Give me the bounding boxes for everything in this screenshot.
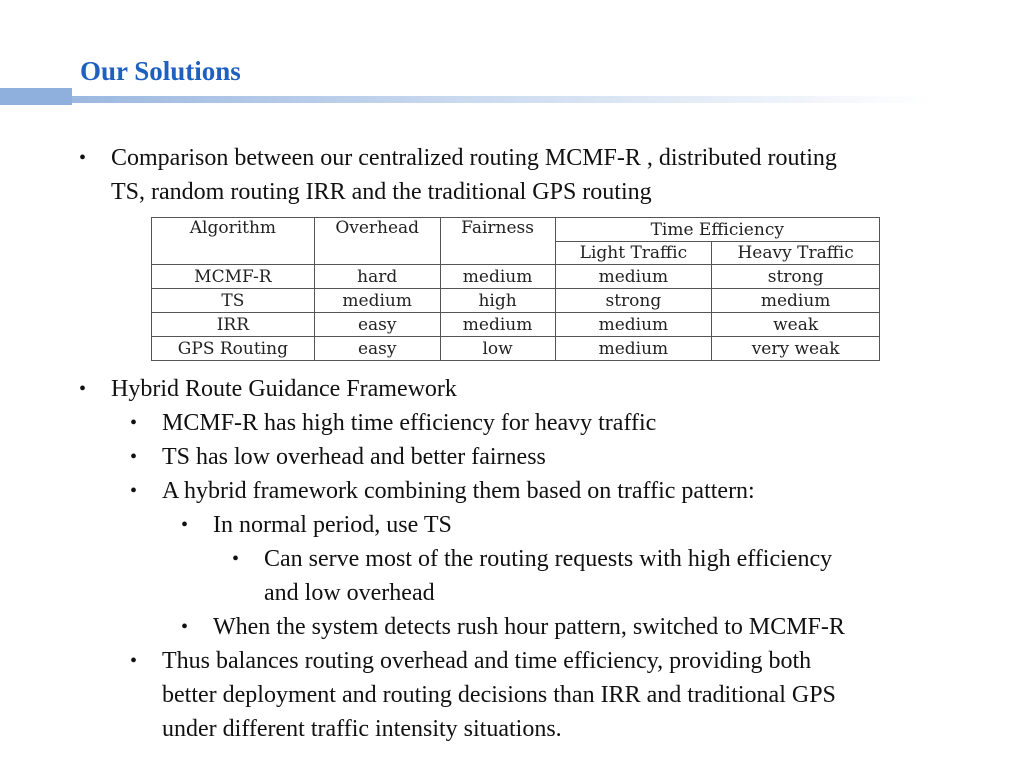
table-cell: MCMF-R (152, 265, 315, 289)
sub-bullet-text: Thus balances routing overhead and time efficiency, providing both (162, 648, 812, 674)
bullet-hybrid-framework (79, 372, 457, 406)
table-cell: medium (555, 265, 712, 289)
table-cell: medium (555, 337, 712, 361)
sub-bullet-text: under different traffic intensity situations. (162, 716, 562, 742)
table-row (152, 265, 880, 289)
sub-bullet-text: TS has low overhead and better fairness (162, 444, 546, 470)
table-cell: weak (712, 313, 880, 337)
bullet-dot-icon: • (130, 480, 138, 502)
sub-bullet-normal-period (181, 508, 452, 542)
table-cell: hard (314, 265, 440, 289)
comparison-table (151, 217, 880, 361)
sub-bullet-text: In normal period, use TS (213, 512, 452, 538)
sub-bullet-mcmf (130, 406, 657, 440)
table-row (152, 337, 880, 361)
sub-bullet-text: When the system detects rush hour pattern, switched to MCMF-R (213, 614, 845, 640)
table-cell: medium (555, 313, 712, 337)
table-cell: low (440, 337, 555, 361)
sub-bullet-ts (130, 440, 546, 474)
sub-bullet-hybrid (130, 474, 755, 508)
bullet-comparison-line2: TS, random routing IRR and the traditional GPS routing (111, 179, 652, 205)
table-cell: easy (314, 337, 440, 361)
bullet-dot-icon: • (130, 412, 138, 434)
sub-bullet-text: better deployment and routing decisions than IRR and traditional GPS (162, 682, 836, 708)
table-cell: easy (314, 313, 440, 337)
table-cell: high (440, 289, 555, 313)
table-cell: IRR (152, 313, 315, 337)
table-cell: strong (712, 265, 880, 289)
bullet-dot-icon: • (79, 378, 87, 400)
bullet-dot-icon: • (232, 548, 240, 570)
table-cell: strong (555, 289, 712, 313)
title-underline-gradient (72, 96, 932, 103)
table-cell: TS (152, 289, 315, 313)
table-cell: medium (440, 265, 555, 289)
title-accent-block (0, 88, 72, 105)
header-heavy-traffic: Heavy Traffic (712, 242, 880, 265)
bullet-comparison (79, 141, 837, 209)
sub-bullet-rush-hour (181, 610, 845, 644)
table-row (152, 289, 880, 313)
table-cell: medium (314, 289, 440, 313)
sub-bullet-text: Can serve most of the routing requests with high efficiency (264, 546, 833, 572)
table-row (152, 313, 880, 337)
header-light-traffic: Light Traffic (555, 242, 712, 265)
bullet-comparison-line1: Comparison between our centralized routing MCMF-R , distributed routing (111, 145, 837, 171)
sub-bullet-balances (130, 644, 836, 746)
slide-title: Our Solutions (80, 56, 241, 86)
sub-bullet-serve-requests (232, 542, 833, 610)
header-time-efficiency: Time Efficiency (555, 218, 879, 242)
bullet-dot-icon: • (79, 147, 87, 169)
sub-bullet-text: and low overhead (264, 580, 435, 606)
sub-bullet-text: MCMF-R has high time efficiency for heavy traffic (162, 410, 657, 436)
bullet-dot-icon: • (181, 616, 189, 638)
table-cell: medium (440, 313, 555, 337)
header-algorithm: Algorithm (152, 218, 315, 265)
table-cell: GPS Routing (152, 337, 315, 361)
table-cell: very weak (712, 337, 880, 361)
bullet-dot-icon: • (130, 446, 138, 468)
bullet-dot-icon: • (181, 514, 189, 536)
table-cell: medium (712, 289, 880, 313)
header-fairness: Fairness (440, 218, 555, 265)
header-overhead: Overhead (314, 218, 440, 265)
sub-bullet-text: A hybrid framework combining them based on traffic pattern: (162, 478, 755, 504)
bullet-dot-icon: • (130, 650, 138, 672)
bullet-hybrid-text: Hybrid Route Guidance Framework (111, 376, 457, 402)
